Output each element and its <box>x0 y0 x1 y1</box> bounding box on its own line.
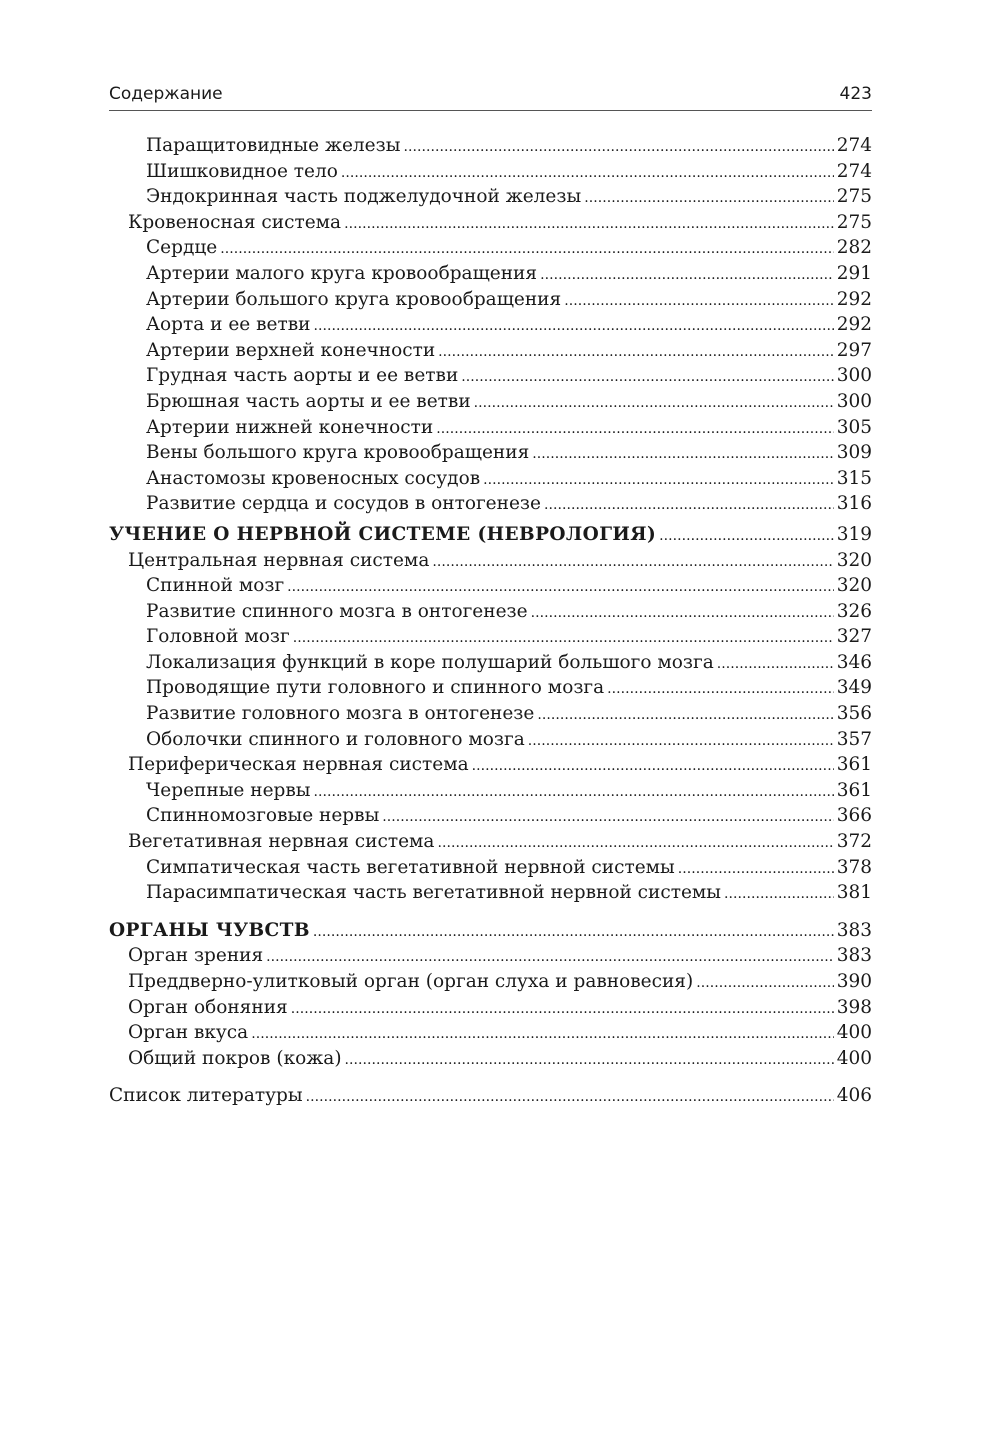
toc-entry-label: Преддверно-улитковый орган (орган слуха и равновесия) <box>128 971 694 992</box>
toc-entry-label: Оболочки спинного и головного мозга <box>146 728 525 750</box>
toc-entry[interactable] <box>109 184 872 210</box>
toc-entry[interactable] <box>109 466 872 492</box>
toc-entry-label: ОРГАНЫ ЧУВСТВ <box>109 919 310 941</box>
toc-entry[interactable] <box>109 287 872 313</box>
toc-entry-label: Развитие головного мозга в онтогенезе <box>146 703 535 725</box>
toc-entry[interactable] <box>109 415 872 441</box>
page-header <box>109 82 872 111</box>
dot-leader <box>438 338 834 366</box>
toc-entry[interactable] <box>109 650 872 676</box>
toc-entry-label: Спинномозговые нервы <box>146 805 380 827</box>
toc-entry[interactable] <box>109 803 872 829</box>
toc-entry-page: 305 <box>836 416 872 438</box>
toc-entry-page: 381 <box>836 882 872 904</box>
dot-leader <box>461 363 833 391</box>
dot-leader <box>341 159 834 187</box>
dot-leader <box>472 752 834 780</box>
toc-entry-label: Развитие спинного мозга в онтогенезе <box>146 600 528 622</box>
dot-leader <box>345 1046 834 1074</box>
toc-entry[interactable] <box>109 969 872 995</box>
dot-leader <box>382 803 833 831</box>
toc-entry-label: Головной мозг <box>146 626 290 648</box>
toc-entry-label: Парасимпатическая часть вегетативной нервной системы <box>146 882 722 904</box>
toc-entry-label: Вегетативная нервная система <box>128 831 435 853</box>
toc-entry[interactable] <box>109 338 872 364</box>
toc-entry[interactable] <box>109 855 872 881</box>
toc-entry-page: 275 <box>836 186 872 208</box>
toc-entry-page: 319 <box>836 523 872 545</box>
toc-entry-page: 315 <box>836 467 872 489</box>
toc-entry[interactable] <box>109 389 872 415</box>
toc-entry-page: 326 <box>836 600 872 622</box>
toc-entry[interactable] <box>109 599 872 625</box>
dot-leader <box>607 675 834 703</box>
toc-entry-label: Грудная часть аорты и ее ветви <box>146 365 459 387</box>
toc-entry[interactable] <box>109 675 872 701</box>
toc-entry-page: 400 <box>836 1022 872 1044</box>
toc-entry-label: Вены большого круга кровообращения <box>146 442 530 464</box>
toc-entry[interactable] <box>109 995 872 1021</box>
dot-leader <box>584 184 834 212</box>
dot-leader <box>432 548 833 576</box>
toc-entry[interactable] <box>109 548 872 574</box>
toc-entry[interactable] <box>109 778 872 804</box>
toc-entry-page: 282 <box>836 237 872 259</box>
toc-entry[interactable] <box>109 727 872 753</box>
toc-entry-label: Шишковидное тело <box>146 160 338 182</box>
dot-leader <box>544 491 834 519</box>
toc-entry-label: Паращитовидные железы <box>146 135 401 156</box>
toc-entry-page: 292 <box>836 314 872 336</box>
toc-entry-label: Аорта и ее ветви <box>146 314 311 336</box>
toc-entry-label: Проводящие пути головного и спинного мозга <box>146 677 605 699</box>
toc-entry-page: 300 <box>836 390 872 412</box>
toc-entry[interactable] <box>109 261 872 287</box>
page-number: 423 <box>839 84 872 104</box>
dot-leader <box>532 440 833 468</box>
toc-entry-page: 275 <box>836 211 872 233</box>
toc-entry[interactable] <box>109 752 872 778</box>
toc-entry-label: Симпатическая часть вегетативной нервной системы <box>146 856 675 878</box>
dot-leader <box>540 261 834 289</box>
toc-entry-page: 316 <box>836 493 872 515</box>
toc-entry-label: Орган вкуса <box>128 1022 249 1044</box>
dot-leader <box>313 312 833 340</box>
dot-leader <box>474 389 834 417</box>
toc-entry[interactable] <box>109 235 872 261</box>
dot-leader <box>313 918 834 946</box>
toc-entry-label: Эндокринная часть поджелудочной железы <box>146 186 582 208</box>
toc-entry-label: Орган обоняния <box>128 996 288 1018</box>
dot-leader <box>483 466 834 494</box>
dot-leader <box>724 880 834 908</box>
toc-entry[interactable] <box>109 363 872 389</box>
table-of-contents <box>109 133 872 1109</box>
running-title: Содержание <box>109 84 223 104</box>
toc-part-heading[interactable] <box>109 918 872 944</box>
dot-leader <box>344 210 834 238</box>
toc-entry[interactable] <box>109 440 872 466</box>
toc-entry[interactable] <box>109 701 872 727</box>
toc-entry-label: УЧЕНИЕ О НЕРВНОЙ СИСТЕМЕ (НЕВРОЛОГИЯ) <box>109 523 657 545</box>
dot-leader <box>528 727 834 755</box>
toc-entry[interactable] <box>109 880 872 906</box>
toc-entry-page: 291 <box>836 262 872 284</box>
toc-entry-page: 297 <box>836 339 872 361</box>
toc-entry-page: 390 <box>836 971 872 992</box>
dot-leader <box>678 855 834 883</box>
toc-entry-label: Кровеносная система <box>128 211 342 233</box>
toc-entry-label: Орган зрения <box>128 945 264 967</box>
dot-leader <box>314 778 834 806</box>
toc-entry-page: 372 <box>836 831 872 853</box>
toc-entry-label: Общий покров (кожа) <box>128 1047 342 1069</box>
toc-entry-page: 383 <box>836 919 872 941</box>
dot-leader <box>220 235 834 263</box>
toc-entry-label: Артерии нижней конечности <box>146 416 434 438</box>
toc-entry-page: 361 <box>836 779 872 801</box>
dot-leader <box>403 133 833 161</box>
toc-entry[interactable] <box>109 159 872 185</box>
toc-entry[interactable] <box>109 491 872 517</box>
dot-leader <box>306 1083 834 1111</box>
toc-entry-page: 357 <box>836 728 872 750</box>
toc-entry-label: Артерии малого круга кровообращения <box>146 262 538 284</box>
toc-entry[interactable] <box>109 312 872 338</box>
toc-entry-page: 378 <box>836 856 872 878</box>
toc-entry-label: Развитие сердца и сосудов в онтогенезе <box>146 493 541 515</box>
toc-entry-page: 309 <box>836 442 872 464</box>
dot-leader <box>531 599 834 627</box>
toc-entry-page: 366 <box>836 805 872 827</box>
toc-entry-page: 300 <box>836 365 872 387</box>
toc-entry-label: Локализация функций в коре полушарий большого мозга <box>146 651 714 673</box>
dot-leader <box>717 650 834 678</box>
toc-entry-page: 383 <box>836 945 872 967</box>
toc-entry[interactable] <box>109 829 872 855</box>
toc-entry-label: Артерии верхней конечности <box>146 339 436 361</box>
toc-entry-label: Сердце <box>146 237 218 259</box>
toc-entry-page: 274 <box>836 160 872 182</box>
toc-entry-label: Список литературы <box>109 1085 303 1107</box>
toc-entry[interactable] <box>109 1020 872 1046</box>
toc-entry[interactable] <box>109 210 872 236</box>
toc-entry[interactable] <box>109 133 872 159</box>
toc-entry-page: 349 <box>836 677 872 699</box>
toc-entry-label: Брюшная часть аорты и ее ветви <box>146 390 471 412</box>
dot-leader <box>437 829 833 857</box>
toc-entry-label: Периферическая нервная система <box>128 754 469 776</box>
toc-entry-page: 398 <box>836 996 872 1018</box>
toc-entry[interactable] <box>109 573 872 599</box>
dot-leader <box>696 969 834 997</box>
dot-leader <box>293 624 834 652</box>
dot-leader <box>659 522 834 550</box>
toc-entry[interactable] <box>109 943 872 969</box>
toc-entry-label: Анастомозы кровеносных сосудов <box>146 467 481 489</box>
toc-entry-page: 361 <box>836 754 872 776</box>
toc-entry-page: 292 <box>836 288 872 310</box>
toc-entry-page: 400 <box>836 1047 872 1069</box>
toc-part-heading[interactable] <box>109 522 872 548</box>
toc-entry-label: Артерии большого круга кровообращения <box>146 288 562 310</box>
toc-entry-label: Центральная нервная система <box>128 549 430 571</box>
toc-entry-page: 327 <box>836 626 872 648</box>
dot-leader <box>287 573 834 601</box>
toc-entry-page: 406 <box>836 1085 872 1107</box>
toc-entry[interactable] <box>109 624 872 650</box>
dot-leader <box>436 415 833 443</box>
toc-entry-page: 320 <box>836 549 872 571</box>
toc-entry-page: 356 <box>836 703 872 725</box>
dot-leader <box>537 701 833 729</box>
dot-leader <box>564 287 834 315</box>
toc-entry-bibliography[interactable] <box>109 1083 872 1109</box>
toc-entry[interactable] <box>109 1046 872 1072</box>
toc-entry-label: Черепные нервы <box>146 779 311 801</box>
toc-entry-label: Спинной мозг <box>146 575 285 597</box>
dot-leader <box>251 1020 833 1048</box>
toc-entry-page: 320 <box>836 575 872 597</box>
toc-entry-page: 346 <box>836 651 872 673</box>
dot-leader <box>291 995 834 1023</box>
dot-leader <box>266 943 834 971</box>
toc-entry-page: 274 <box>836 135 872 156</box>
